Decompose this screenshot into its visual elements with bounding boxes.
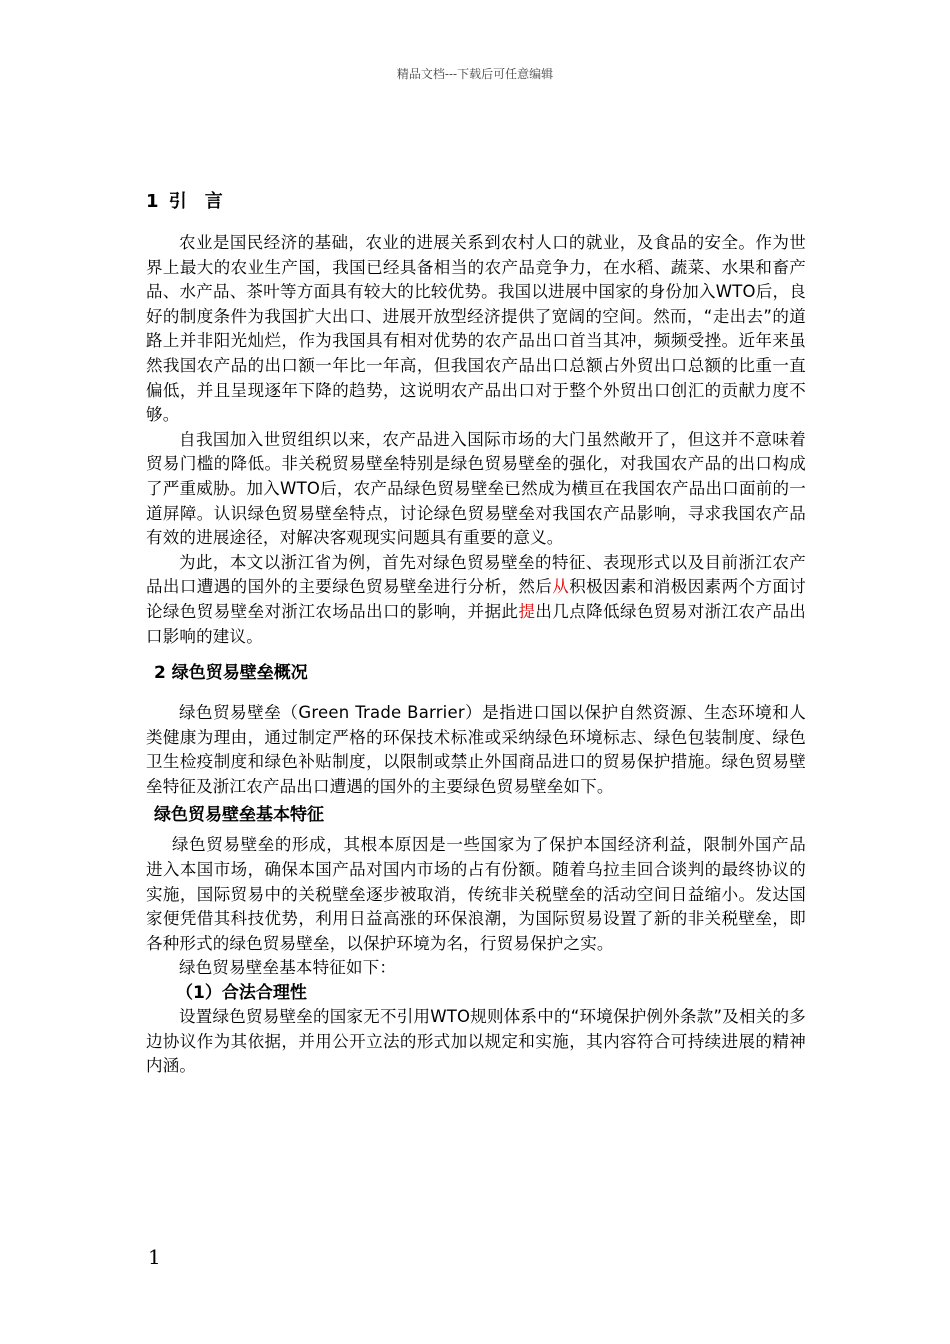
feature-1-heading: （1）合法合理性	[176, 983, 307, 1004]
section-2-1-paragraph-1: 绿色贸易壁垒的形成，其根本原因是一些国家为了保护本国经济利益，限制外国产品进入本国市场，确保本国产品对国内市场的占有份额。随着乌拉圭回合谈判的最终协议的实施，国际贸易中的关税壁垒逐步被取消，传统非关税壁垒的活动空间日益缩小。发达国家便凭借其科技优势，利用日益高涨的环保浪潮，为国际贸易设置了新的非关税壁垒，即各种形式的绿色贸易壁垒，以保护环境为名，行贸易保护之实。	[146, 835, 806, 953]
section-1-paragraph-3	[146, 551, 806, 649]
feature-1-paragraph: 设置绿色贸易壁垒的国家无不引用WTO规则体系中的“环境保护例外条款”及相关的多边协议作为其依据，并用公开立法的形式加以规定和实施，其内容符合可持续进展的精神内涵。	[146, 1007, 806, 1076]
section-1-heading: 1 引 言	[146, 191, 223, 212]
paragraph-3-text-b: 积极因素和消极因素两个方面讨论绿色贸易壁垒对浙江农场品出口的影响，并据此	[146, 577, 806, 621]
document-body	[146, 190, 806, 1079]
section-2-1-paragraph-2: 绿色贸易壁垒基本特征如下：	[179, 958, 397, 978]
section-2-1-heading: 绿色贸易壁垒基本特征	[154, 805, 324, 826]
page-header-watermark: 精品文档---下载后可任意编辑	[396, 67, 554, 81]
section-1-paragraph-1: 农业是国民经济的基础，农业的进展关系到农村人口的就业，及食品的安全。作为世界上最大的农业生产国，我国已经具备相当的农产品竞争力，在水稻、蔬菜、水果和畜产品、水产品、茶叶等方面具有较大的比较优势。我国以进展中国家的身份加入WTO后，良好的制度条件为我国扩大出口、进展开放型经济提供了宽阔的空间。然而，“走出去”的道路上并非阳光灿烂，作为我国具有相对优势的农产品出口首当其冲，频频受挫。近年来虽然我国农产品的出口额一年比一年高，但我国农产品出口总额占外贸出口总额的比重一直偏低，并且呈现逐年下降的趋势，这说明农产品出口对于整个外贸出口创汇的贡献力度不够。	[146, 233, 806, 425]
highlighted-char-1: 从	[552, 577, 570, 597]
highlighted-char-2: 提	[518, 601, 536, 621]
page-number: 1	[148, 1245, 161, 1269]
paragraph-3-text-c: 出几点降低绿色贸易对浙江农产品出口影响的建议。	[146, 601, 807, 646]
section-1-paragraph-2: 自我国加入世贸组织以来，农产品进入国际市场的大门虽然敞开了，但这并不意味着贸易门槛的降低。非关税贸易壁垒特别是绿色贸易壁垒的强化，对我国农产品的出口构成了严重威胁。加入WTO后，农产品绿色贸易壁垒已然成为横亘在我国农产品出口面前的一道屏障。认识绿色贸易壁垒特点，讨论绿色贸易壁垒对我国农产品影响，寻求我国农产品有效的进展途径，对解决客观现实问题具有重要的意义。	[146, 429, 806, 548]
section-2-paragraph-1: 绿色贸易壁垒（Green Trade Barrier）是指进口国以保护自然资源、生态环境和人类健康为理由，通过制定严格的环保技术标准或采纳绿色环境标志、绿色包装制度、绿色卫生检疫制度和绿色补贴制度，以限制或禁止外国商品进口的贸易保护措施。绿色贸易壁垒特征及浙江农产品出口遭遇的国外的主要绿色贸易壁垒如下。	[146, 703, 806, 796]
paragraph-3-text-a: 为此，本文以浙江省为例，首先对绿色贸易壁垒的特征、表现形式以及目前浙江农产品出口遭遇的国外的主要绿色贸易壁垒进行分析，然后	[146, 552, 806, 597]
section-2-heading: 2 绿色贸易壁垒概况	[154, 663, 308, 684]
